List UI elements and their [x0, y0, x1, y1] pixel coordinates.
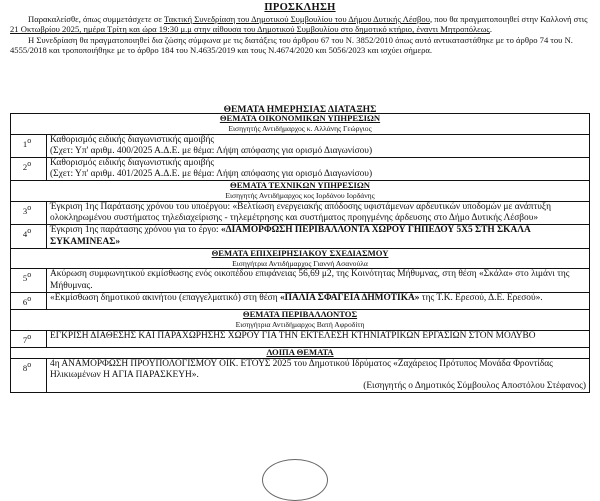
official-stamp: [262, 459, 328, 501]
item-text: «Εκμίσθωση δημοτικού ακινήτου (επαγγελματικό) στη θέση «ΠΑΛΙΑ ΣΦΑΓΕΙΑ ΔΗΜΟΤΙΚΑ» της Τ.Κ. Ερεσού, Δ.Ε. Ερεσού».: [47, 292, 590, 309]
section-reporter: Εισηγήτρια Αντιδήμαρχος Γιαννή Ασανούλα: [232, 258, 368, 268]
section-reporter: Εισηγητής Αντιδήμαρχος κ. Αλλάνης Γεώργιος: [228, 123, 372, 133]
section-reporter: Εισηγητής Αντιδήμαρχος κος Ιορδάνου Ιορδάνης: [225, 191, 375, 201]
item-text: Καθορισμός ειδικής διαγωνιστικής αμοιβής (Σχετ: Υπ' αριθμ. 400/2025 Α.Δ.Ε. με θέμα: Λήψη απόφασης για ορισμό Διαγωνίσου): [47, 134, 590, 157]
item-text: ΕΓΚΡΙΣΗ ΔΙΑΘΕΣΗΣ ΚΑΙ ΠΑΡΑΧΩΡΗΣΗΣ ΧΩΡΟΥ ΓΙΑ ΤΗΝ ΕΚΤΕΛΕΣΗ ΚΤΗΝΙΑΤΡΙΚΩΝ ΕΡΓΑΣΙΩΝ ΣΤΟΝ ΜΟΛΥΒΟ: [47, 330, 590, 347]
agenda-item-2: [11, 158, 590, 181]
intro-p1-pre: Παρακαλείσθε, όπως συμμετάσχετε σε: [28, 14, 165, 24]
item-text: Έγκριση 1ης παράτασης χρόνου για το έργο: «ΔΙΑΜΟΡΦΩΣΗ ΠΕΡΙΒΑΛΛΟΝΤΑ ΧΩΡΟΥ ΓΗΠΕΔΟΥ 5Χ5 ΣΤΗ ΣΚΑΛΑ ΣΥΚΑΜΙΝΕΑΣ»: [47, 225, 590, 248]
intro-p1-council: Τακτική Συνεδρίαση του Δημοτικού Συμβουλίου του Δήμου Δυτικής Λέσβου: [164, 14, 430, 24]
section-title: ΘΕΜΑΤΑ ΟΙΚΟΝΟΜΙΚΩΝ ΥΠΗΡΕΣΙΩΝ: [219, 113, 381, 123]
item-number: $1^o$: [11, 134, 47, 157]
item-number: $4^o$: [11, 225, 47, 248]
item-text: 4η ΑΝΑΜΟΡΦΩΣΗ ΠΡΟΥΠΟΛΟΓΙΣΜΟΥ ΟΙΚ. ΕΤΟΥΣ 2025 του Δημοτικού Ιδρύματος «Ζαχάρειος Πρότυπος Μονάδα Φροντίδας Ηλικιωμένων Η ΑΓΙΑ ΠΑΡΑΣΚΕΥΗ». (Εισηγητής ο Δημοτικός Σύμβουλος Αποστόλου Στέφανος): [47, 358, 590, 393]
agenda-title: ΘΕΜΑΤΑ ΗΜΕΡΗΣΙΑΣ ΔΙΑΤΑΞΗΣ: [223, 104, 377, 115]
item-number: $8^o$: [11, 358, 47, 393]
intro-text: [10, 14, 590, 56]
intro-p1-mid: , που θα πραγματοποιηθεί στην Καλλονή στις: [429, 14, 588, 24]
agenda-item-1: [11, 134, 590, 157]
item-text: Ακύρωση συμφωνητικού εκμίσθωσης ενός οικοπέδου επιφάνειας 56,69 μ2, της Κοινότητας Μήθυμνας, στη θέση «Σκάλα» στο λιμάνι της Μήθυμνας.: [47, 269, 590, 292]
agenda-item-8: [11, 358, 590, 393]
section-header-business: [11, 248, 590, 269]
invitation-title: ΠΡΟΣΚΛΗΣΗ: [264, 2, 336, 13]
section-header-technical: [11, 181, 590, 202]
agenda-item-6: [11, 292, 590, 309]
section-title: ΛΟΙΠΑ ΘΕΜΑΤΑ: [266, 347, 334, 358]
section-reporter: Εισηγήτρια Αντιδήμαρχος Βατή Αφροδίτη: [235, 319, 365, 329]
agenda-item-7: [11, 330, 590, 347]
intro-paragraph-2: Η Συνεδρίαση θα πραγματοποιηθεί δια ζώσης σύμφωνα με τις διατάξεις του άρθρου 67 του Ν. 3852/2010 όπως αυτό αντικαταστάθηκε με το άρθρο 74 του Ν. 4555/2018 και τροποποιήθηκε με το άρθρο 184 του Ν.4635/2019 και τους Ν.4674/2020 και 5056/2023 και ισχύει σήμερα.: [10, 34, 573, 56]
section-header-environment: [11, 310, 590, 331]
agenda-table: [10, 113, 590, 393]
agenda-item-4: [11, 225, 590, 248]
section-title: ΘΕΜΑΤΑ ΠΕΡΙΒΑΛΛΟΝΤΟΣ: [242, 309, 358, 320]
section-title: ΘΕΜΑΤΑ ΤΕΧΝΙΚΩΝ ΥΠΗΡΕΣΙΩΝ: [230, 180, 370, 191]
section-title: ΘΕΜΑΤΑ ΕΠΙΧΕΙΡΗΣΙΑΚΟΥ ΣΧΕΔΙΑΣΜΟΥ: [211, 247, 389, 258]
intro-p1-date: 21 Οκτωβρίου 2025, ημέρα Τρίτη και ώρα 19:30 μ.μ στην αίθουσα του Δημοτικού Συμβουλίου στο δημοτικό κτήριο, έναντι Μητροπόλεως: [10, 24, 490, 35]
item-number: $6^o$: [11, 292, 47, 309]
item-number: $7^o$: [11, 330, 47, 347]
item-number: $2^o$: [11, 158, 47, 181]
intro-paragraph-1: [10, 14, 590, 35]
item-text: Έγκριση 1ης Παράτασης χρόνου του υποέργου: «Βελτίωση ενεργειακής απόδοσης υφιστάμενων αρδευτικών υποδομών με ανάπτυξη ολοκληρωμένου συστήματος τηλεδιαχείρισης - τηλεμέτρησης και συστήματος προηγμένης άρδευσης στο Δήμο Δυτικής Λέσβου»: [47, 202, 590, 225]
item-number: $5^o$: [11, 269, 47, 292]
intro-p1-end: .: [489, 24, 492, 35]
agenda-item-5: [11, 269, 590, 292]
section-header-other: [11, 348, 590, 359]
item-text: Καθορισμός ειδικής διαγωνιστικής αμοιβής (Σχετ: Υπ' αριθμ. 401/2025 Α.Δ.Ε. με θέμα: Λήψη απόφασης για ορισμό Διαγωνίσου): [47, 158, 590, 181]
section-header-finance: [11, 114, 590, 135]
agenda-item-3: [11, 202, 590, 225]
item-number: $3^o$: [11, 202, 47, 225]
